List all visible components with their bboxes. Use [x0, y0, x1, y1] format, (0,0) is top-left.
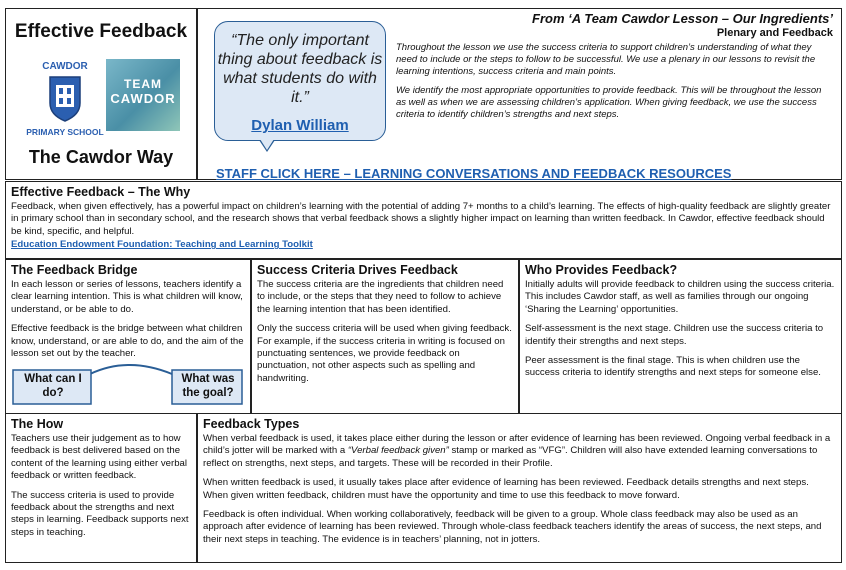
intro-paragraph: Throughout the lesson we use the success criteria to support children’s understanding of what they need to include or the steps to follow to be successful. We use a plenary in our lessons to revisit the learning intentions, success criteria and main points.	[396, 42, 816, 77]
types-heading: Feedback Types	[203, 417, 300, 431]
why-body: Feedback, when given effectively, has a powerful impact on children’s learning with the potential of adding 7+ months to a child’s learning. The effects of high-quality feedback are slightly greater in primary school than in secondary school, and the research shows that verbal feedback shows a slightly higher impact on learning than written feedback. In Cawdor, effective feedback should be kind, specific, and helpful.	[11, 201, 831, 237]
who-paragraph: Peer assessment is the final stage. This is when children use the success criteria to identify strengths and next steps for someone else.	[525, 355, 821, 379]
page-title: Effective Feedback	[14, 21, 188, 42]
staff-resources-link[interactable]: STAFF CLICK HERE – LEARNING CONVERSATIONS AND FEEDBACK RESOURCES	[216, 166, 732, 181]
team-logo-line2: CAWDOR	[110, 91, 176, 106]
quote-text: “The only important thing about feedback is what students do with it.”	[217, 32, 383, 106]
badge-text-bottom: PRIMARY SCHOOL	[26, 127, 104, 137]
how-paragraph: Teachers use their judgement as to how feedback is best delivered based on the content of the learning using either verbal feedback or written feedback.	[11, 433, 187, 482]
success-paragraph: Only the success criteria will be used when giving feedback. For example, if the success criteria in writing is focused on punctuating sentences, we provide feedback on punctuation, not other aspects such as spelling and handwriting.	[257, 323, 512, 384]
section-title: Plenary and Feedback	[716, 27, 833, 39]
types-paragraph	[203, 433, 836, 470]
feedback-bridge-section	[5, 259, 251, 414]
why-heading: Effective Feedback – The Why	[11, 185, 191, 199]
why-section	[5, 181, 842, 259]
bridge-paragraph: In each lesson or series of lessons, teachers identify a clear learning intention. This is what children will know, understand, or be able to do.	[11, 279, 243, 315]
intro-panel	[197, 8, 842, 180]
team-cawdor-logo	[106, 59, 180, 131]
how-paragraph: The success criteria is used to provide feedback about the strengths and next steps in learning. Feedback supports next steps in teaching.	[11, 489, 189, 538]
eef-toolkit-link[interactable]: Education Endowment Foundation: Teaching and Learning Toolkit	[11, 239, 313, 251]
types-paragraph: Feedback is often individual. When working collaboratively, feedback will be given to a group. Whole class feedback may also be used as an approach after evidence of learning has been reviewed. Through whole-class feedback teachers identify the areas of success, the next steps, and their next steps in teaching. The evidence is in teachers’ planning, not in jotters.	[203, 509, 822, 545]
feedback-types-section	[197, 413, 842, 563]
bubble-tail-fill	[260, 139, 274, 150]
who-heading: Who Provides Feedback?	[525, 263, 678, 277]
intro-paragraph: We identify the most appropriate opportunities to provide feedback. This will be throughout the lesson as well as when we are assessing children’s application. When giving feedback, we use the success criteria to identify children’s strengths and next steps.	[396, 85, 822, 120]
team-logo-line1: TEAM	[124, 77, 162, 91]
who-provides-section	[519, 259, 842, 414]
types-text: When verbal feedback is used, it takes place either during the lesson or after evidence of learning has been reviewed. Ongoing verbal feedback in a child’s jotter will be marked with a	[203, 433, 831, 457]
success-paragraph: The success criteria are the ingredients that children need to include, or the steps that they need to follow to achieve the learning intention that has been identified.	[257, 279, 504, 315]
quote-bubble	[214, 21, 386, 141]
types-paragraph: When written feedback is used, it usually takes place after evidence of learning has been reviewed. Feedback details strengths and next steps. When given written feedback, children must have the opportunity and time to use this feedback to move forward.	[203, 477, 809, 501]
who-paragraph: Self-assessment is the next stage. Children use the success criteria to identify their strengths and next steps.	[525, 323, 824, 347]
how-heading: The How	[11, 417, 64, 431]
how-section	[5, 413, 197, 563]
what-can-i-do-box: What can I do?	[24, 373, 82, 399]
source-title: From ‘A Team Cawdor Lesson – Our Ingredients’	[532, 11, 833, 26]
title-panel	[5, 8, 197, 180]
types-text: stamp or marked as “VFG”. Children will also have extended learning conversations to reflect on strengths, next steps, and targets. These will be recorded in their Profile.	[203, 445, 818, 469]
who-paragraph: Initially adults will provide feedback to children using the success criteria. This includes Cawdor staff, as well as families through our ongoing ‘Sharing the Learning’ opportunities.	[525, 279, 835, 315]
what-was-the-goal-box: What was the goal?	[181, 373, 235, 399]
bridge-paragraph: Effective feedback is the bridge between what children know, understand, or are able to do, and the aim of the lesson set out by the teacher.	[11, 323, 244, 360]
quote-author-link[interactable]: Dylan William	[251, 117, 349, 134]
verbal-feedback-stamp-text: “Verbal feedback given”	[347, 445, 449, 457]
success-heading: Success Criteria Drives Feedback	[257, 263, 458, 277]
bridge-heading: The Feedback Bridge	[11, 263, 138, 277]
school-badge-logo	[24, 55, 106, 139]
success-criteria-section	[251, 259, 519, 414]
intro-text	[396, 42, 834, 128]
badge-text-top: CAWDOR	[42, 61, 88, 72]
page-subtitle: The Cawdor Way	[28, 147, 174, 167]
